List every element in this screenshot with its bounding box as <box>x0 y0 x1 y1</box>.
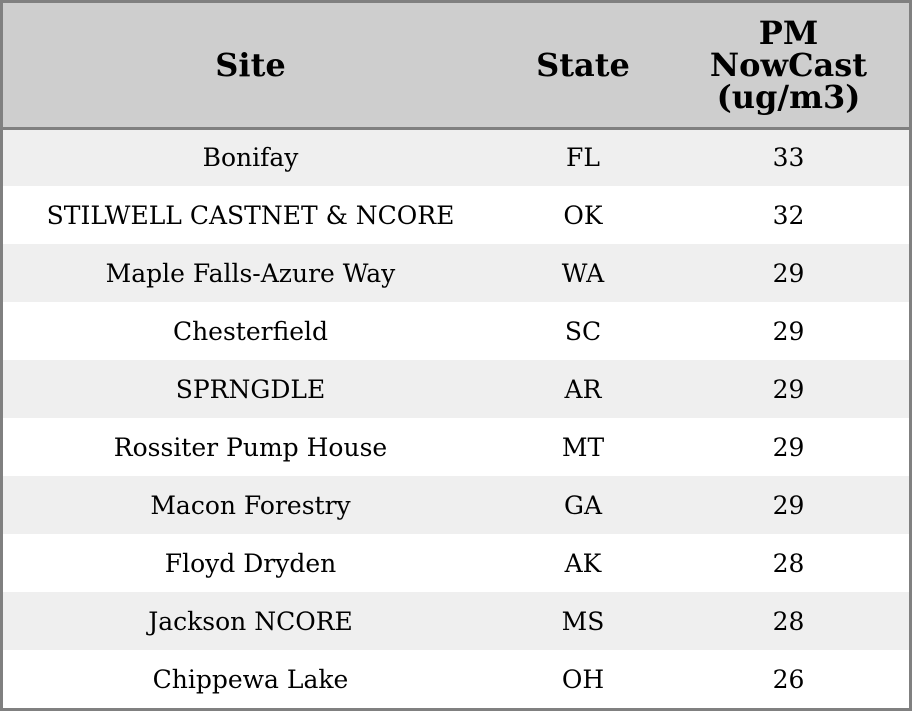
cell-site: STILWELL CASTNET & NCORE <box>46 200 455 230</box>
cell-site: SPRNGDLE <box>175 374 326 404</box>
cell-pm: 28 <box>772 606 805 636</box>
cell-pm: 26 <box>772 664 805 694</box>
cell-pm: 29 <box>772 490 805 520</box>
header-pm-line-1: PM <box>758 13 819 52</box>
cell-state: FL <box>566 143 600 173</box>
cell-site: Bonifay <box>202 143 299 173</box>
table-row <box>3 128 909 186</box>
table-row <box>3 186 909 244</box>
cell-site: Jackson NCORE <box>148 606 353 636</box>
table-row <box>3 592 909 650</box>
header-pm-line-2: NowCast <box>709 45 868 84</box>
cell-pm: 29 <box>772 374 805 404</box>
cell-state: OK <box>563 200 603 230</box>
cell-state: MT <box>561 432 605 462</box>
cell-state: AK <box>564 548 602 578</box>
cell-state: GA <box>563 490 603 520</box>
table-row <box>3 244 909 302</box>
cell-state: MS <box>561 606 605 636</box>
cell-site: Maple Falls-Azure Way <box>105 258 396 288</box>
cell-pm: 28 <box>772 548 805 578</box>
cell-pm: 29 <box>772 316 805 346</box>
header-pm-line-3: (ug/m3) <box>716 77 861 116</box>
table-row <box>3 360 909 418</box>
cell-site: Rossiter Pump House <box>113 432 388 462</box>
header-site: Site <box>3 3 498 128</box>
header-pm-nowcast <box>668 3 909 128</box>
header-state: State <box>498 3 668 128</box>
cell-pm: 29 <box>772 432 805 462</box>
cell-site: Macon Forestry <box>150 490 351 520</box>
cell-pm: 33 <box>772 143 805 173</box>
header-row <box>3 3 909 128</box>
table-header <box>3 3 909 128</box>
table-row <box>3 302 909 360</box>
cell-site: Chippewa Lake <box>152 664 349 694</box>
table-row <box>3 534 909 592</box>
cell-state: AR <box>564 374 602 404</box>
cell-state: OH <box>561 664 605 694</box>
table-body <box>3 128 909 708</box>
cell-state: SC <box>564 316 602 346</box>
table-row <box>3 650 909 708</box>
cell-site: Chesterfield <box>172 316 329 346</box>
cell-pm: 29 <box>772 258 805 288</box>
table-row <box>3 476 909 534</box>
pm-nowcast-table <box>3 3 909 708</box>
cell-pm: 32 <box>772 200 805 230</box>
cell-site: Floyd Dryden <box>164 548 337 578</box>
cell-state: WA <box>561 258 605 288</box>
table-row <box>3 418 909 476</box>
